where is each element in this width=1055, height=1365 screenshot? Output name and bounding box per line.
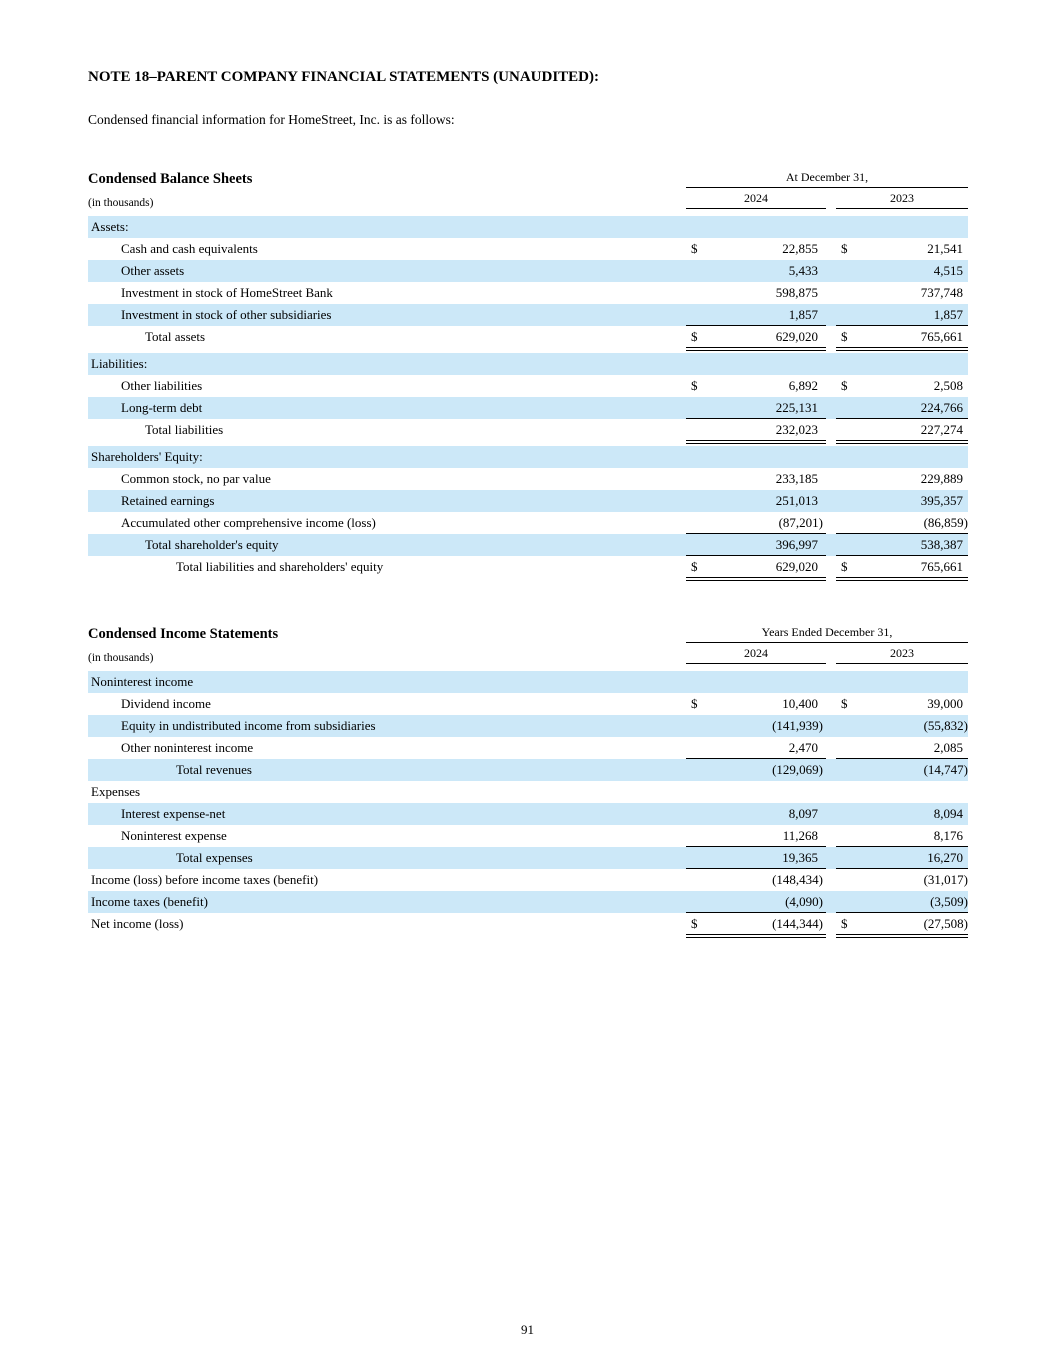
dollar-sign: $	[691, 378, 698, 393]
cell-value: (141,939)	[772, 718, 823, 733]
row-label: Other assets	[121, 263, 185, 278]
value-col-1	[686, 891, 826, 913]
column-gap	[826, 781, 836, 803]
cell-value: 16,270	[927, 850, 963, 865]
cell-value: 5,433	[788, 263, 818, 278]
table-row	[88, 869, 968, 891]
value-col-1	[686, 847, 826, 869]
column-gap	[826, 238, 836, 260]
column-gap	[826, 490, 836, 512]
balance-sheet-year-row	[88, 191, 968, 209]
column-gap	[826, 260, 836, 282]
column-gap	[826, 737, 836, 759]
row-label: Total expenses	[176, 850, 253, 865]
cell-value: 395,357	[920, 493, 963, 508]
column-gap	[826, 375, 836, 397]
row-label: Cash and cash equivalents	[121, 241, 258, 256]
column-gap	[826, 693, 836, 715]
income-statement-header-row	[88, 625, 968, 643]
value-col-2	[836, 737, 968, 759]
value-col-2	[836, 869, 968, 891]
value-col-1	[686, 715, 826, 737]
row-label: Other liabilities	[121, 378, 203, 393]
table-row	[88, 825, 968, 847]
dollar-sign: $	[841, 696, 848, 711]
row-label: Noninterest income	[91, 674, 194, 689]
cell-value: 765,661	[920, 559, 963, 574]
value-col-1	[686, 419, 826, 441]
row-label: Dividend income	[121, 696, 211, 711]
dollar-sign: $	[841, 559, 848, 574]
cell-value: 4,515	[933, 263, 963, 278]
value-col-1	[686, 216, 826, 238]
row-label: Interest expense-net	[121, 806, 226, 821]
balance-sheet-header-row	[88, 170, 968, 188]
value-col-2	[836, 781, 968, 803]
value-col-2	[836, 490, 968, 512]
column-gap	[826, 671, 836, 693]
dollar-sign: $	[841, 329, 848, 344]
table-row	[88, 468, 968, 490]
value-col-1	[686, 825, 826, 847]
row-label: Assets:	[91, 219, 129, 234]
table-row	[88, 737, 968, 759]
income-statement-year-row	[88, 646, 968, 664]
cell-value: (3,509)	[930, 894, 968, 909]
units-label: (in thousands)	[88, 652, 154, 664]
cell-value: 10,400	[782, 696, 818, 711]
cell-value: 2,508	[933, 378, 963, 393]
value-col-1	[686, 282, 826, 304]
row-label: Accumulated other comprehensive income (loss)	[121, 515, 376, 530]
balance-sheet-table	[88, 170, 968, 583]
income-statement-rows	[88, 671, 968, 940]
row-label: Total liabilities and shareholders' equity	[176, 559, 384, 574]
value-col-2	[836, 913, 968, 935]
table-row	[88, 913, 968, 935]
value-col-1	[686, 238, 826, 260]
cell-value: 251,013	[775, 493, 818, 508]
year-header-2024: 2024	[686, 191, 826, 209]
column-gap	[826, 216, 836, 238]
row-label: Other noninterest income	[121, 740, 254, 755]
table-row	[88, 282, 968, 304]
year-header-2023: 2023	[836, 191, 968, 209]
row-label: Total assets	[145, 329, 206, 344]
value-col-1	[686, 304, 826, 326]
value-col-1	[686, 490, 826, 512]
column-gap	[826, 891, 836, 913]
table-row	[88, 375, 968, 397]
dollar-sign: $	[691, 559, 698, 574]
value-col-1	[686, 803, 826, 825]
table-row	[88, 216, 968, 238]
table-title: Condensed Income Statements	[88, 626, 279, 642]
table-row	[88, 671, 968, 693]
value-col-1	[686, 781, 826, 803]
value-col-2	[836, 446, 968, 468]
cell-value: 11,268	[782, 828, 818, 843]
row-label: Total revenues	[176, 762, 252, 777]
cell-value: 224,766	[920, 400, 963, 415]
table-row	[88, 556, 968, 578]
value-col-1	[686, 397, 826, 419]
value-col-1	[686, 693, 826, 715]
table-row	[88, 693, 968, 715]
column-gap	[826, 446, 836, 468]
table-row	[88, 238, 968, 260]
cell-value: 233,185	[775, 471, 818, 486]
cell-value: 19,365	[782, 850, 818, 865]
intro-text: Condensed financial information for HomeStreet, Inc. is as follows:	[88, 112, 455, 127]
row-label: Common stock, no par value	[121, 471, 271, 486]
table-row	[88, 260, 968, 282]
year-header-2023: 2023	[836, 646, 968, 664]
value-col-1	[686, 326, 826, 348]
value-col-2	[836, 715, 968, 737]
value-col-2	[836, 825, 968, 847]
table-row	[88, 512, 968, 534]
row-label: Investment in stock of HomeStreet Bank	[121, 285, 333, 300]
value-col-2	[836, 693, 968, 715]
cell-value: (14,747)	[923, 762, 968, 777]
value-col-2	[836, 304, 968, 326]
table-row	[88, 397, 968, 419]
cell-value: (55,832)	[923, 718, 968, 733]
note-title: NOTE 18–PARENT COMPANY FINANCIAL STATEMENTS (UNAUDITED):	[88, 69, 600, 85]
value-col-2	[836, 759, 968, 781]
value-col-1	[686, 556, 826, 578]
value-col-1	[686, 353, 826, 375]
cell-value: 21,541	[927, 241, 963, 256]
cell-value: (31,017)	[923, 872, 968, 887]
value-col-2	[836, 534, 968, 556]
column-gap	[826, 715, 836, 737]
dollar-sign: $	[841, 378, 848, 393]
column-gap	[826, 468, 836, 490]
value-col-1	[686, 869, 826, 891]
value-col-2	[836, 891, 968, 913]
page-number: 91	[521, 1322, 534, 1337]
year-header-2024: 2024	[686, 646, 826, 664]
column-gap	[826, 397, 836, 419]
row-label: Liabilities:	[91, 356, 148, 371]
cell-value: 1,857	[933, 307, 963, 322]
cell-value: (87,201)	[778, 515, 823, 530]
column-gap	[826, 825, 836, 847]
table-row	[88, 419, 968, 441]
dollar-sign: $	[691, 241, 698, 256]
table-row	[88, 304, 968, 326]
cell-value: (129,069)	[772, 762, 823, 777]
column-gap	[826, 353, 836, 375]
row-label: Expenses	[91, 784, 141, 799]
cell-value: 2,085	[933, 740, 963, 755]
value-col-1	[686, 446, 826, 468]
table-row	[88, 446, 968, 468]
table-row	[88, 759, 968, 781]
cell-value: 229,889	[920, 471, 963, 486]
value-col-1	[686, 375, 826, 397]
cell-value: 629,020	[775, 559, 818, 574]
column-gap	[826, 419, 836, 441]
column-gap	[826, 803, 836, 825]
column-gap	[826, 304, 836, 326]
cell-value: 225,131	[775, 400, 818, 415]
column-gap	[826, 869, 836, 891]
value-col-2	[836, 847, 968, 869]
row-label: Net income (loss)	[91, 916, 184, 931]
dollar-sign: $	[691, 916, 698, 931]
cell-value: (86,859)	[923, 515, 968, 530]
value-col-2	[836, 260, 968, 282]
dollar-sign: $	[841, 241, 848, 256]
cell-value: 598,875	[775, 285, 818, 300]
cell-value: 737,748	[920, 285, 963, 300]
value-col-2	[836, 556, 968, 578]
balance-sheet-rows	[88, 216, 968, 583]
dollar-sign: $	[691, 329, 698, 344]
value-col-2	[836, 671, 968, 693]
cell-value: 396,997	[775, 537, 818, 552]
column-gap	[826, 534, 836, 556]
cell-value: 8,176	[933, 828, 963, 843]
cell-value: 629,020	[775, 329, 818, 344]
cell-value: 227,274	[920, 422, 963, 437]
period-header: At December 31,	[686, 170, 968, 188]
cell-value: 8,094	[933, 806, 963, 821]
value-col-2	[836, 375, 968, 397]
units-label: (in thousands)	[88, 197, 154, 209]
value-col-2	[836, 512, 968, 534]
row-label: Income taxes (benefit)	[91, 894, 208, 909]
value-col-2	[836, 397, 968, 419]
row-label: Income (loss) before income taxes (benefit)	[91, 872, 319, 887]
cell-value: 8,097	[788, 806, 818, 821]
dollar-sign: $	[841, 916, 848, 931]
table-row	[88, 847, 968, 869]
value-col-1	[686, 759, 826, 781]
cell-value: (4,090)	[785, 894, 823, 909]
table-row	[88, 326, 968, 348]
cell-value: 22,855	[782, 241, 818, 256]
row-label: Noninterest expense	[121, 828, 227, 843]
cell-value: 232,023	[775, 422, 818, 437]
cell-value: 2,470	[788, 740, 818, 755]
period-header: Years Ended December 31,	[686, 625, 968, 643]
table-row	[88, 534, 968, 556]
value-col-1	[686, 737, 826, 759]
column-gap	[826, 913, 836, 935]
value-col-1	[686, 913, 826, 935]
cell-value: (148,434)	[772, 872, 823, 887]
value-col-2	[836, 468, 968, 490]
cell-value: 1,857	[788, 307, 818, 322]
cell-value: 39,000	[927, 696, 963, 711]
column-gap	[826, 759, 836, 781]
value-col-1	[686, 671, 826, 693]
cell-value: 765,661	[920, 329, 963, 344]
value-col-1	[686, 534, 826, 556]
row-label: Investment in stock of other subsidiaries	[121, 307, 332, 322]
value-col-2	[836, 238, 968, 260]
row-label: Retained earnings	[121, 493, 215, 508]
income-statement-table	[88, 625, 968, 940]
table-row	[88, 715, 968, 737]
column-gap	[826, 847, 836, 869]
table-row	[88, 490, 968, 512]
column-gap	[826, 282, 836, 304]
dollar-sign: $	[691, 696, 698, 711]
column-gap	[826, 512, 836, 534]
cell-value: (144,344)	[772, 916, 823, 931]
table-row	[88, 353, 968, 375]
value-col-2	[836, 803, 968, 825]
value-col-1	[686, 512, 826, 534]
table-row	[88, 891, 968, 913]
value-col-2	[836, 216, 968, 238]
table-row	[88, 781, 968, 803]
cell-value: 6,892	[788, 378, 818, 393]
value-col-2	[836, 282, 968, 304]
value-col-1	[686, 468, 826, 490]
column-gap	[826, 556, 836, 578]
table-row	[88, 803, 968, 825]
table-title: Condensed Balance Sheets	[88, 171, 253, 187]
value-col-2	[836, 326, 968, 348]
value-col-2	[836, 353, 968, 375]
row-label: Long-term debt	[121, 400, 203, 415]
value-col-1	[686, 260, 826, 282]
cell-value: 538,387	[920, 537, 963, 552]
value-col-2	[836, 419, 968, 441]
row-label: Equity in undistributed income from subsidiaries	[121, 718, 376, 733]
row-label: Total liabilities	[145, 422, 224, 437]
row-label: Shareholders' Equity:	[91, 449, 203, 464]
column-gap	[826, 326, 836, 348]
row-label: Total shareholder's equity	[145, 537, 279, 552]
cell-value: (27,508)	[923, 916, 968, 931]
